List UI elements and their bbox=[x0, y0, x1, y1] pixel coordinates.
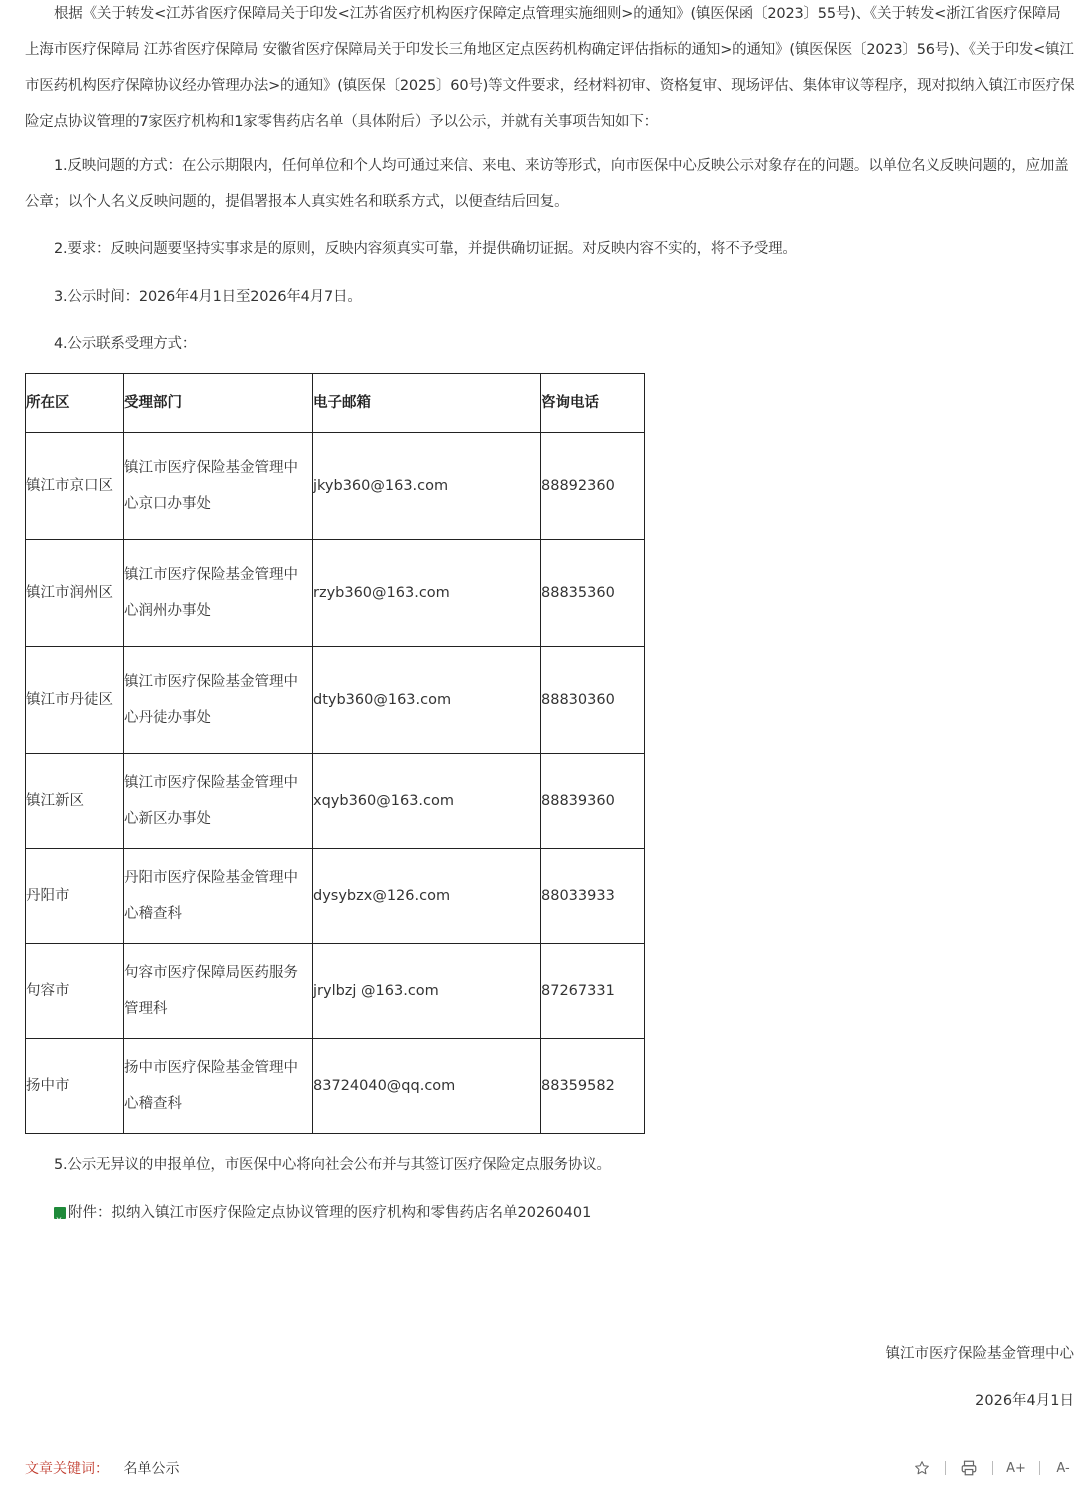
district-cell: 扬中市 bbox=[26, 1039, 124, 1134]
phone-cell: 88830360 bbox=[541, 647, 645, 754]
item-3-paragraph: 3.公示时间：2026年4月1日至2026年4月7日。 bbox=[54, 289, 362, 305]
attachment-text[interactable]: 附件：拟纳入镇江市医疗保险定点协议管理的医疗机构和零售药店名单20260401 bbox=[68, 1205, 592, 1221]
table-header-row bbox=[26, 374, 645, 433]
header-district: 所在区 bbox=[26, 374, 124, 433]
table-row bbox=[26, 944, 645, 1039]
table-row bbox=[26, 849, 645, 944]
item-2-paragraph: 2.要求：反映问题要坚持实事求是的原则，反映内容须真实可靠，并提供确切证据。对反映内容不实的，将不予受理。 bbox=[54, 241, 797, 257]
contacts-table bbox=[25, 373, 645, 1134]
article-toolbar bbox=[913, 1458, 1072, 1478]
district-cell: 镇江市丹徒区 bbox=[26, 647, 124, 754]
item-4-paragraph: 4.公示联系受理方式： bbox=[54, 336, 197, 352]
district-cell: 镇江新区 bbox=[26, 754, 124, 849]
district-cell: 镇江市京口区 bbox=[26, 433, 124, 540]
email-cell: dtyb360@163.com bbox=[313, 647, 541, 754]
district-cell: 镇江市润州区 bbox=[26, 540, 124, 647]
attachment-link[interactable] bbox=[54, 1195, 591, 1231]
phone-cell: 88835360 bbox=[541, 540, 645, 647]
phone-cell: 88033933 bbox=[541, 849, 645, 944]
email-cell: jrylbzj @163.com bbox=[313, 944, 541, 1039]
email-cell: rzyb360@163.com bbox=[313, 540, 541, 647]
keywords-bar bbox=[25, 1456, 179, 1482]
item-5-paragraph: 5.公示无异议的申报单位，市医保中心将向社会公布并与其签订医疗保险定点服务协议。 bbox=[54, 1157, 611, 1173]
font-increase-label: A+ bbox=[1006, 1460, 1026, 1476]
email-cell: xqyb360@163.com bbox=[313, 754, 541, 849]
toolbar-divider bbox=[992, 1461, 993, 1475]
toolbar-divider bbox=[945, 1461, 946, 1475]
keyword-link[interactable]: 名单公示 bbox=[123, 1461, 180, 1477]
dept-cell: 丹阳市医疗保险基金管理中心稽查科 bbox=[124, 849, 313, 944]
font-decrease-label: A- bbox=[1056, 1460, 1070, 1476]
email-cell: 83724040@qq.com bbox=[313, 1039, 541, 1134]
keywords-label: 文章关键词： bbox=[25, 1461, 109, 1477]
phone-cell: 88892360 bbox=[541, 433, 645, 540]
table-row bbox=[26, 433, 645, 540]
dept-cell: 镇江市医疗保险基金管理中心丹徒办事处 bbox=[124, 647, 313, 754]
dept-cell: 镇江市医疗保险基金管理中心润州办事处 bbox=[124, 540, 313, 647]
email-cell: jkyb360@163.com bbox=[313, 433, 541, 540]
dept-cell: 镇江市医疗保险基金管理中心新区办事处 bbox=[124, 754, 313, 849]
star-icon[interactable] bbox=[913, 1458, 931, 1478]
signature-org: 镇江市医疗保险基金管理中心 bbox=[885, 1346, 1074, 1362]
print-icon[interactable] bbox=[960, 1458, 978, 1478]
table-row bbox=[26, 754, 645, 849]
district-cell: 句容市 bbox=[26, 944, 124, 1039]
toolbar-divider bbox=[1039, 1461, 1040, 1475]
district-cell: 丹阳市 bbox=[26, 849, 124, 944]
header-phone: 咨询电话 bbox=[541, 374, 645, 433]
phone-cell: 88839360 bbox=[541, 754, 645, 849]
font-decrease-icon[interactable] bbox=[1054, 1458, 1072, 1478]
dept-cell: 扬中市医疗保险基金管理中心稽查科 bbox=[124, 1039, 313, 1134]
dept-cell: 句容市医疗保障局医药服务管理科 bbox=[124, 944, 313, 1039]
header-email: 电子邮箱 bbox=[313, 374, 541, 433]
table-row bbox=[26, 647, 645, 754]
item-1-paragraph: 1.反映问题的方式：在公示期限内，任何单位和个人均可通过来信、来电、来访等形式，向市医保中心反映公示对象存在的问题。以单位名义反映问题的，应加盖公章；以个人名义反映问题的，提倡署报本人真实姓名和联系方式，以便查结后回复。 bbox=[25, 158, 1069, 210]
signature-date: 2026年4月1日 bbox=[975, 1393, 1074, 1409]
phone-cell: 88359582 bbox=[541, 1039, 645, 1134]
phone-cell: 87267331 bbox=[541, 944, 645, 1039]
table-row bbox=[26, 540, 645, 647]
font-increase-icon[interactable] bbox=[1007, 1458, 1025, 1478]
header-dept: 受理部门 bbox=[124, 374, 313, 433]
email-cell: dysybzx@126.com bbox=[313, 849, 541, 944]
dept-cell: 镇江市医疗保险基金管理中心京口办事处 bbox=[124, 433, 313, 540]
intro-paragraph: 根据《关于转发<江苏省医疗保障局关于印发<江苏省医疗机构医疗保障定点管理实施细则>的通知》(镇医保函〔2023〕55号)、《关于转发<浙江省医疗保障局 上海市医疗保障局 江苏省医疗保障局 安徽省医疗保障局关于印发长三角地区定点医药机构确定评估指标的通知>的通知》(镇医保医〔2023〕56号)、《关于印发<镇江市医药机构医疗保障协议经办管理办法>的通知》(镇医保〔2025〕60号)等文件要求，经材料初审、资格复审、现场评估、集体审议等程序，现对拟纳入镇江市医疗保险定点协议管理的7家医疗机构和1家零售药店名单（具体附后）予以公示，并就有关事项告知如下： bbox=[25, 6, 1075, 130]
table-row bbox=[26, 1039, 645, 1134]
excel-file-icon bbox=[54, 1207, 66, 1219]
